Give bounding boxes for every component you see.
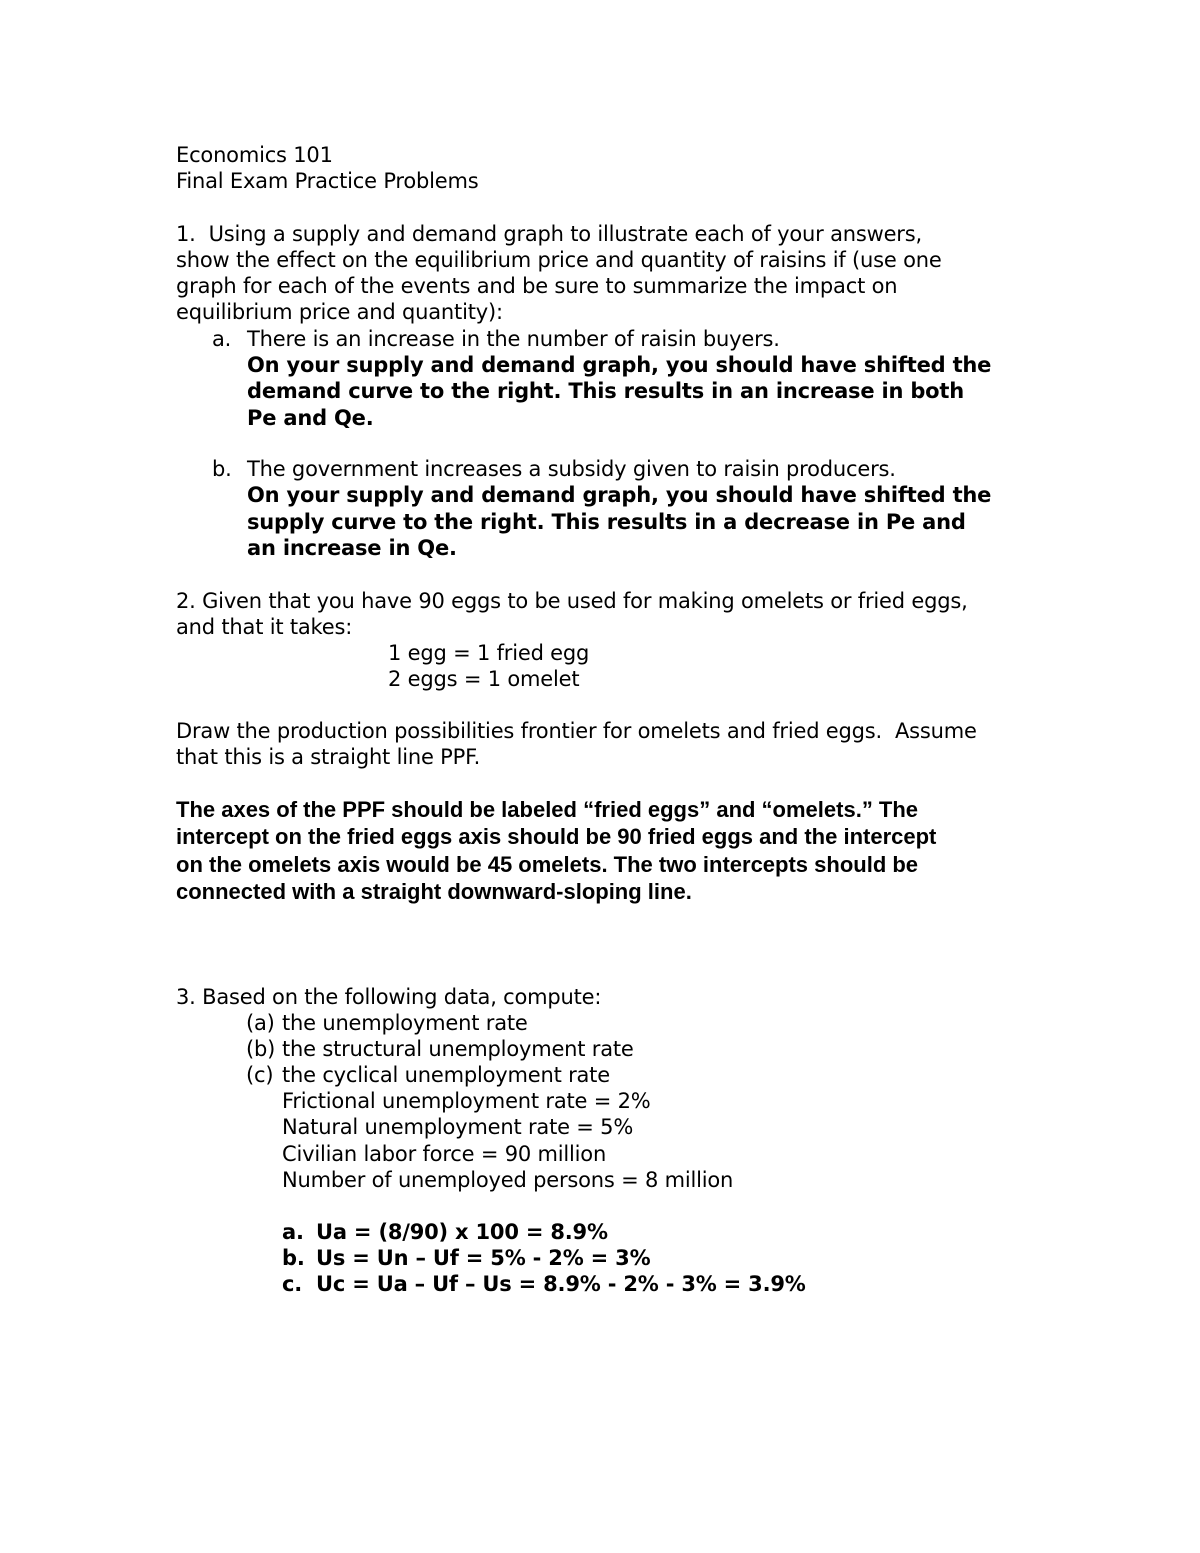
q2-answer-line: intercept on the fried eggs axis should be 90 fried eggs and the intercept [176,824,937,849]
q3-answer-marker: c. [282,1272,303,1296]
q3-answer-text: Ua = (8/90) x 100 = 8.9% [316,1220,608,1244]
q1a-answer-line: Pe and Qe. [247,406,374,430]
q2-answer-line: on the omelets axis would be 45 omelets. The two intercepts should be [176,852,919,877]
q1b-question: The government increases a subsidy given to raisin producers. [247,457,896,481]
q2-instruction-line: Draw the production possibilities frontier for omelets and fried eggs. Assume [176,719,977,743]
q3-part-text: the unemployment rate [282,1011,528,1035]
q3-answer-marker: a. [282,1220,304,1244]
q3-answer-text: Uc = Ua – Uf – Us = 8.9% - 2% - 3% = 3.9% [316,1272,806,1296]
q2-conversion: 2 eggs = 1 omelet [388,667,580,691]
q3-data-line: Number of unemployed persons = 8 million [282,1168,734,1192]
q1a-answer-line: demand curve to the right. This results in an increase in both [247,379,965,403]
q2-instruction-line: that this is a straight line PPF. [176,745,481,769]
q1a-answer-line: On your supply and demand graph, you should have shifted the [247,353,992,377]
q2-text-line: 2. Given that you have 90 eggs to be used for making omelets or fried eggs, [176,589,968,613]
q1-text-line: 1. Using a supply and demand graph to illustrate each of your answers, [176,222,922,246]
q3-part-text: the structural unemployment rate [282,1037,634,1061]
q2-answer-line: The axes of the PPF should be labeled “fried eggs” and “omelets.” The [176,797,919,822]
q3-part-marker: (c) [246,1063,274,1087]
q1b-answer-line: supply curve to the right. This results in a decrease in Pe and [247,510,966,534]
document-subtitle: Final Exam Practice Problems [176,169,479,193]
q1b-marker: b. [212,457,232,481]
q3-data-line: Natural unemployment rate = 5% [282,1115,634,1139]
q2-answer-line: connected with a straight downward-sloping line. [176,879,692,904]
q3-answer-text: Us = Un – Uf = 5% - 2% = 3% [316,1246,651,1270]
q1b-answer-line: On your supply and demand graph, you should have shifted the [247,483,992,507]
q1-text-line: show the effect on the equilibrium price and quantity of raisins if (use one [176,248,942,272]
q1b-answer-line: an increase in Qe. [247,536,457,560]
q3-part-marker: (a) [246,1011,275,1035]
q3-part-text: the cyclical unemployment rate [282,1063,610,1087]
q1-text-line: graph for each of the events and be sure to summarize the impact on [176,274,898,298]
q1a-marker: a. [212,327,232,351]
q2-text-line: and that it takes: [176,615,353,639]
q3-data-line: Civilian labor force = 90 million [282,1142,607,1166]
q3-intro: 3. Based on the following data, compute: [176,985,602,1009]
q1a-question: There is an increase in the number of raisin buyers. [247,327,780,351]
q3-data-line: Frictional unemployment rate = 2% [282,1089,651,1113]
q2-conversion: 1 egg = 1 fried egg [388,641,590,665]
q3-answer-marker: b. [282,1246,305,1270]
course-title: Economics 101 [176,143,333,167]
q3-part-marker: (b) [246,1037,276,1061]
q1-text-line: equilibrium price and quantity): [176,300,503,324]
